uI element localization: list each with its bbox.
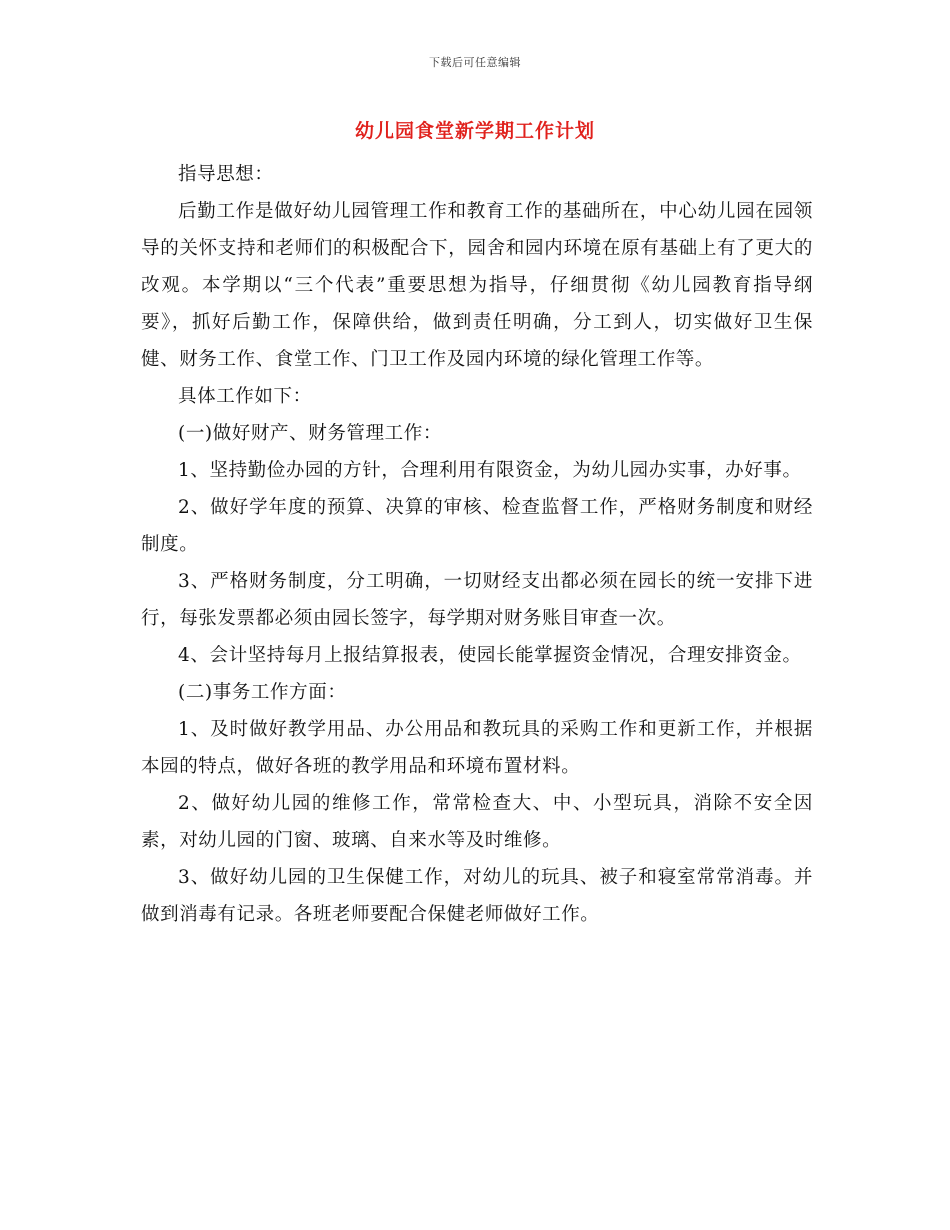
- finance-item-3: 3、严格财务制度，分工明确，一切财经支出都必须在园长的统一安排下进行，每张发票都必须由园长签字，每学期对财务账目审查一次。: [141, 571, 813, 629]
- page-header-note: 下载后可任意编辑: [429, 56, 521, 69]
- paragraph-guiding-text: 后勤工作是做好幼儿园管理工作和教育工作的基础所在，中心幼儿园在园领导的关怀支持和老师们的积极配合下，园舍和园内环境在原有基础上有了更大的改观。本学期以“三个代表”重要思想为指导，仔细贯彻《幼儿园教育指导纲要》，抓好后勤工作，保障供给，做到责任明确，分工到人，切实做好卫生保健、财务工作、食堂工作、门卫工作及园内环境的绿化管理工作等。: [141, 201, 813, 370]
- affairs-item-2: 2、做好幼儿园的维修工作，常常检查大、中、小型玩具，消除不安全因素，对幼儿园的门窗、玻璃、自来水等及时维修。: [141, 793, 813, 851]
- document-body: [141, 156, 813, 933]
- finance-item-4: 4、会计坚持每月上报结算报表，使园长能掌握资金情况，合理安排资金。: [178, 645, 802, 666]
- paragraph-guiding-heading: 指导思想：: [178, 164, 274, 185]
- affairs-item-1: 1、及时做好教学用品、办公用品和教玩具的采购工作和更新工作，并根据本园的特点，做好各班的教学用品和环境布置材料。: [141, 719, 813, 777]
- finance-item-2: 2、做好学年度的预算、决算的审核、检查监督工作，严格财务制度和财经制度。: [141, 497, 813, 555]
- section-heading-finance: (一)做好财产、财务管理工作：: [178, 423, 442, 444]
- section-heading-affairs: (二)事务工作方面：: [178, 682, 347, 703]
- finance-item-1: 1、坚持勤俭办园的方针，合理利用有限资金，为幼儿园办实事，办好事。: [178, 460, 802, 481]
- paragraph-work-heading: 具体工作如下：: [178, 386, 312, 407]
- document-title: 幼儿园食堂新学期工作计划: [354, 120, 595, 142]
- affairs-item-3: 3、做好幼儿园的卫生保健工作，对幼儿的玩具、被子和寝室常常消毒。并做到消毒有记录。各班老师要配合保健老师做好工作。: [141, 867, 813, 925]
